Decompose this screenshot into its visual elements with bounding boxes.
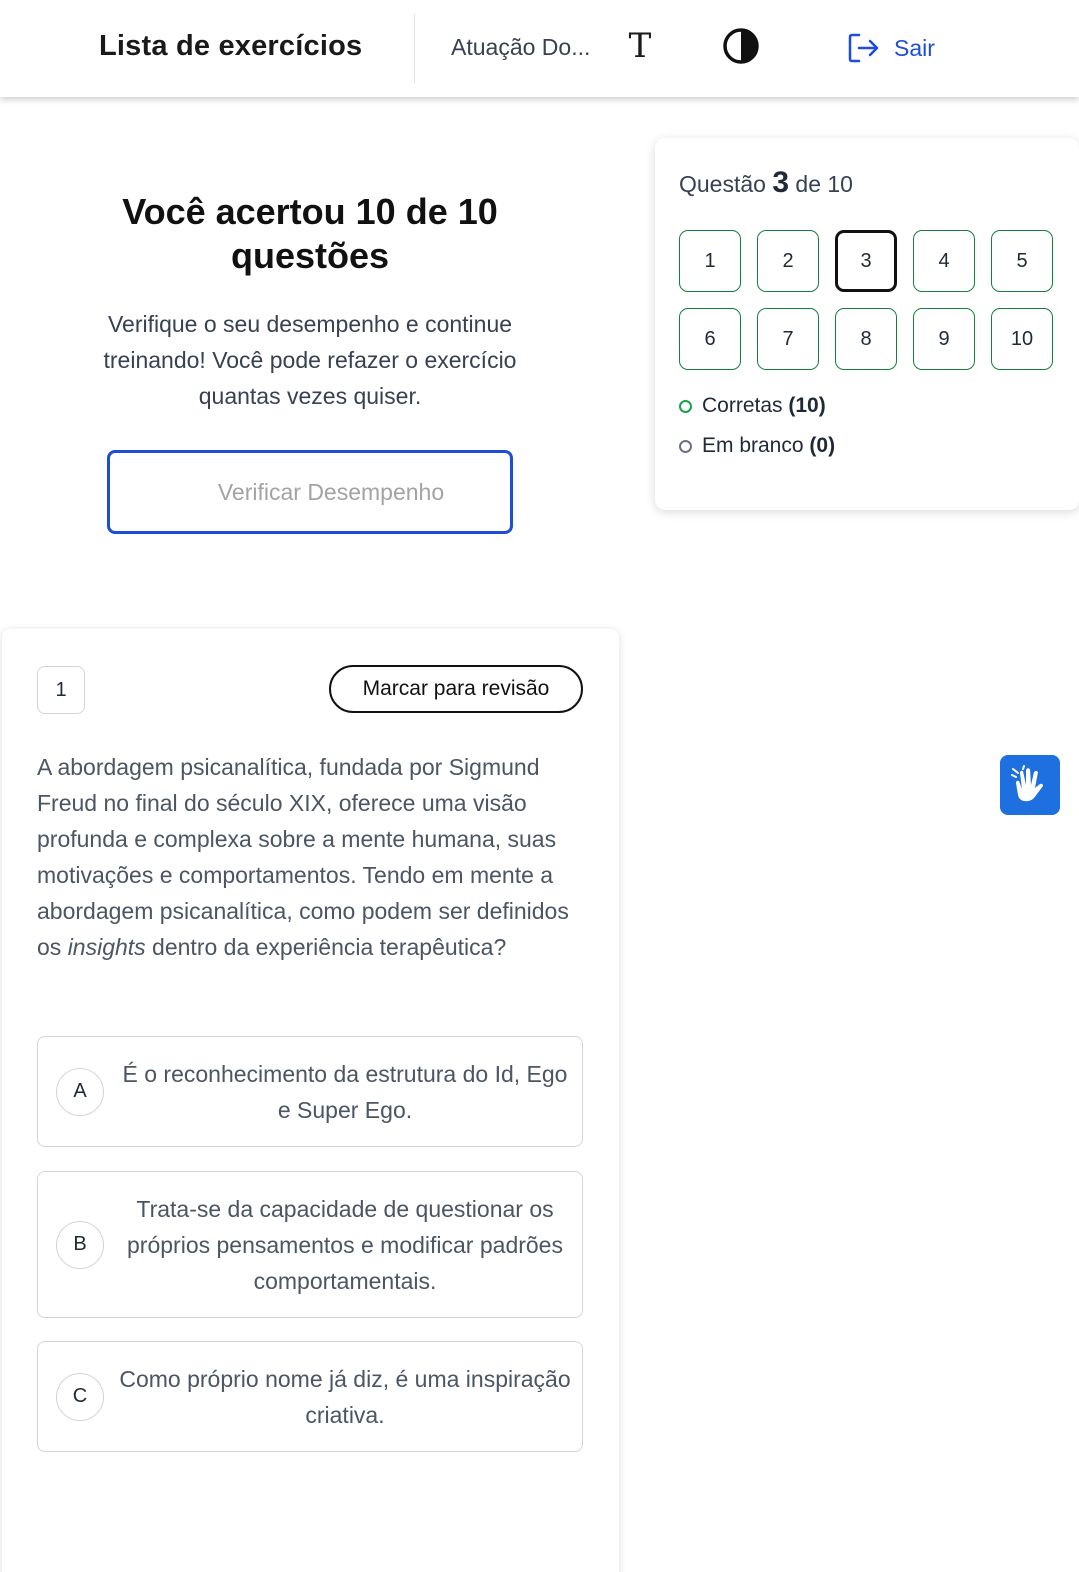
question-grid [679, 230, 1053, 370]
correct-dot-icon [679, 400, 692, 413]
question-nav-item-2[interactable]: 2 [757, 230, 819, 292]
question-nav-item-3[interactable]: 3 [835, 230, 897, 292]
question-nav-item-5[interactable]: 5 [991, 230, 1053, 292]
legend-correct-label: Corretas [702, 394, 783, 417]
question-text-part: A abordagem psicanalítica, fundada por Sigmund Freud no final do século XIX, oferece uma visão profunda e complexa sobre a mente humana, suas motivações e comportamentos. Tendo em mente a abordagem psicanalítica, como podem ser definidos os [37, 754, 569, 960]
exit-label: Sair [894, 34, 935, 61]
legend-correct [679, 394, 826, 418]
option-letter: B [56, 1221, 104, 1269]
option-letter: C [56, 1373, 104, 1421]
header-divider [414, 14, 415, 84]
sign-language-button[interactable] [1000, 755, 1060, 815]
option-letter: A [56, 1068, 104, 1116]
question-text-end: dentro da experiência terapêutica? [145, 934, 507, 960]
mark-for-review-button[interactable]: Marcar para revisão [329, 665, 583, 713]
result-title: Você acertou 10 de 10 questões [122, 191, 498, 276]
question-number: 1 [37, 666, 85, 714]
question-nav-item-9[interactable]: 9 [913, 308, 975, 370]
top-header [0, 0, 1079, 97]
question-counter-current: 3 [772, 166, 790, 199]
question-counter-prefix: Questão [679, 171, 766, 197]
option-a[interactable] [37, 1036, 583, 1147]
question-nav-item-10[interactable]: 10 [991, 308, 1053, 370]
verify-performance-label: Verificar Desempenho [217, 478, 445, 505]
page-title: Lista de exercícios [99, 30, 363, 62]
question-text [37, 749, 592, 965]
subject-name: Atuação Do... [451, 34, 591, 60]
legend-blank-label: Em branco [702, 434, 804, 457]
sign-language-icon [1010, 765, 1050, 805]
option-c[interactable] [37, 1341, 583, 1452]
contrast-icon[interactable] [722, 27, 760, 65]
option-text: Trata-se da capacidade de questionar os próprios pensamentos e modificar padrões comportamentais. [127, 1195, 563, 1294]
question-nav-item-8[interactable]: 8 [835, 308, 897, 370]
legend-blank-count: (0) [809, 434, 836, 457]
question-counter [679, 166, 853, 200]
question-text-italic: insights [67, 934, 146, 960]
blank-dot-icon [679, 440, 692, 453]
option-text: É o reconhecimento da estrutura do Id, Ego e Super Ego. [122, 1060, 568, 1123]
question-counter-suffix: de 10 [795, 171, 853, 197]
legend-blank [679, 434, 835, 458]
legend-correct-count: (10) [788, 394, 826, 417]
question-card [2, 629, 619, 1572]
text-size-icon[interactable]: T [628, 26, 652, 66]
option-text: Como próprio nome já diz, é uma inspiração criativa. [119, 1365, 571, 1428]
question-nav-item-4[interactable]: 4 [913, 230, 975, 292]
question-nav-item-1[interactable]: 1 [679, 230, 741, 292]
question-navigator [655, 138, 1079, 510]
exit-icon [846, 30, 882, 66]
question-nav-item-6[interactable]: 6 [679, 308, 741, 370]
result-description: Verifique o seu desempenho e continue treinando! Você pode refazer o exercício quantas vezes quiser. [103, 311, 517, 409]
question-nav-item-7[interactable]: 7 [757, 308, 819, 370]
option-b[interactable] [37, 1171, 583, 1318]
exit-button[interactable] [846, 30, 935, 66]
verify-performance-button[interactable] [107, 450, 513, 534]
